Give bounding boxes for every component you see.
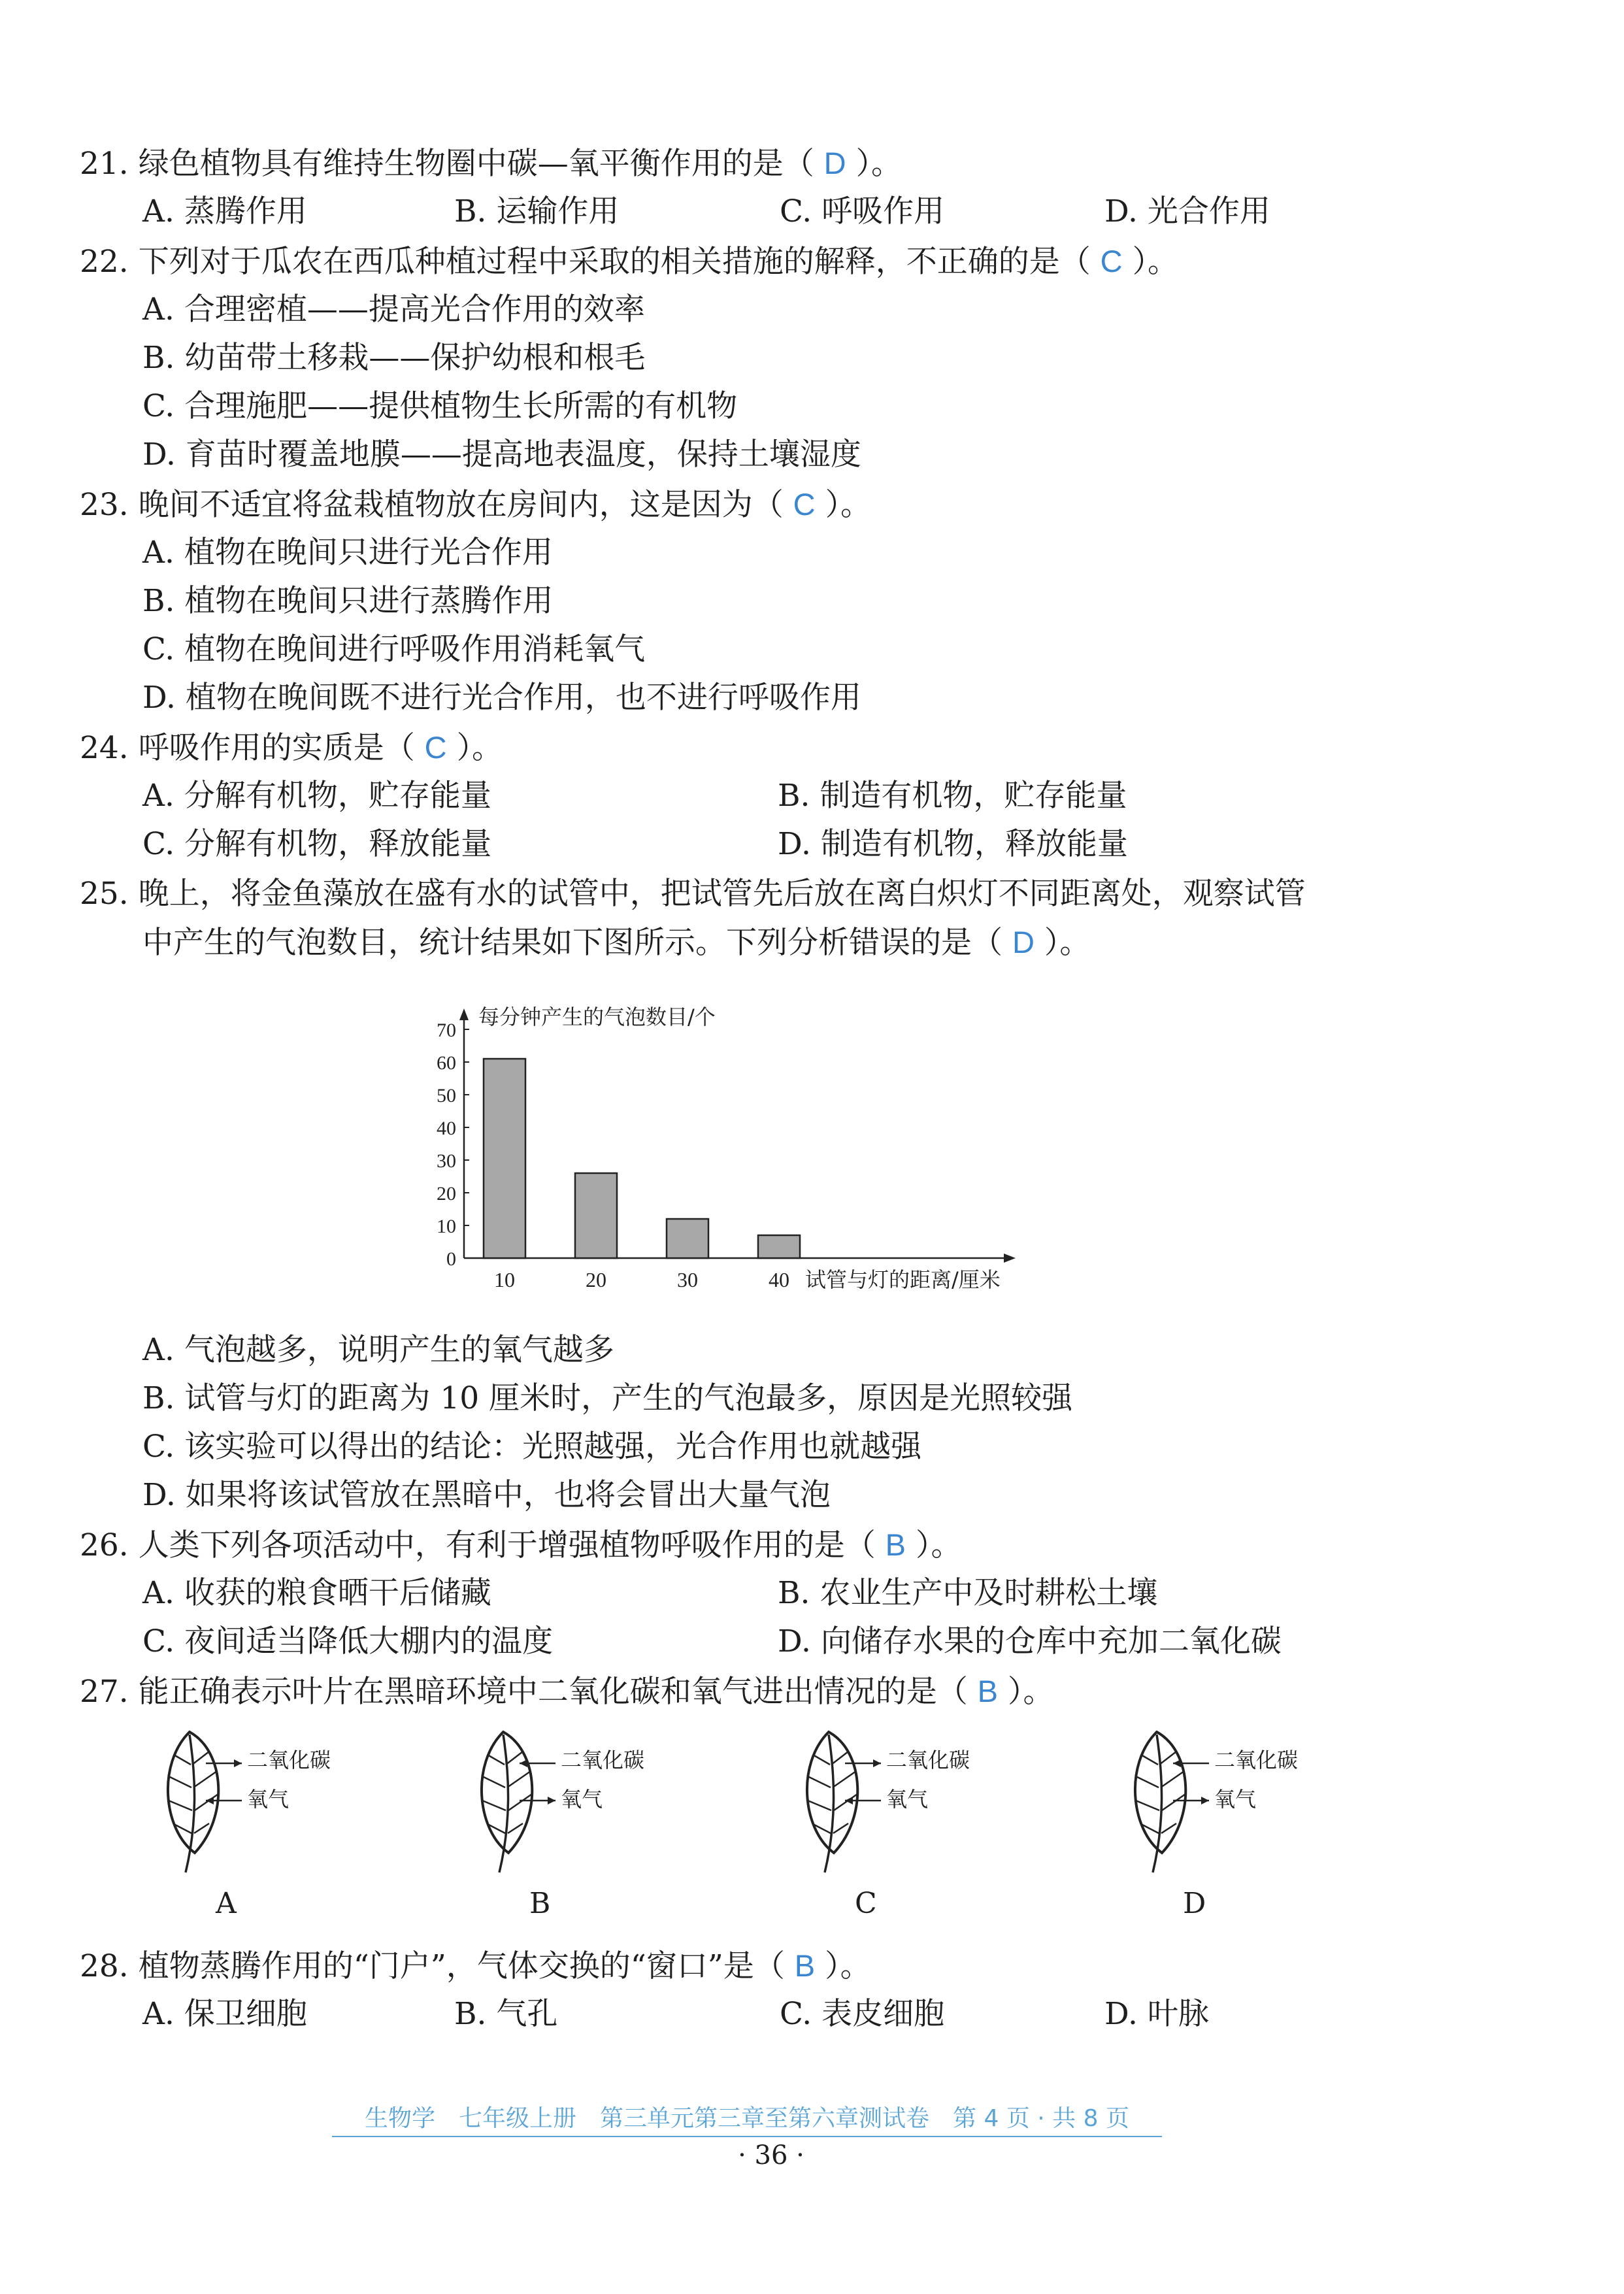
x-axis-label: 试管与灯的距离/厘米 xyxy=(805,1267,1001,1292)
question-number: 21. xyxy=(80,146,129,182)
bar-30 xyxy=(667,1219,708,1258)
question-end: ）。 xyxy=(825,487,872,523)
y-tick-label: 60 xyxy=(437,1052,456,1074)
question-25-cont xyxy=(142,923,1090,963)
option-c: C. 呼吸作用 xyxy=(780,193,945,229)
bubble-count-bar-chart xyxy=(431,977,1085,1323)
option-c: C. 植物在晚间进行呼吸作用消耗氧气 xyxy=(142,631,646,667)
option-c: C. 合理施肥——提供植物生长所需的有机物 xyxy=(142,388,738,424)
bar-20 xyxy=(575,1173,617,1258)
option-b: B. 幼苗带土移栽——保护幼根和根毛 xyxy=(142,340,646,376)
option-a: A. 气泡越多，说明产生的氧气越多 xyxy=(142,1332,614,1368)
answer-mark: B xyxy=(977,1674,999,1708)
option-d: D. 育苗时覆盖地膜——提高地表温度，保持土壤湿度 xyxy=(142,437,861,473)
question-stem: 能正确表示叶片在黑暗环境中二氧化碳和氧气进出情况的是（ xyxy=(138,1674,968,1710)
o2-label: 氧气 xyxy=(1214,1787,1257,1812)
footer-title: 生物学 七年级上册 第三单元第三章至第六章测试卷 第 4 页 · 共 8 页 xyxy=(332,2102,1162,2137)
question-26 xyxy=(80,1525,961,1565)
answer-mark: C xyxy=(793,487,816,522)
option-b: B. 制造有机物，贮存能量 xyxy=(778,778,1127,814)
answer-mark: C xyxy=(1100,244,1123,278)
o2-label: 氧气 xyxy=(561,1787,603,1812)
x-axis-arrow xyxy=(1004,1254,1016,1263)
question-end: ）。 xyxy=(855,146,903,182)
question-25 xyxy=(80,874,1306,914)
question-stem: 绿色植物具有维持生物圈中碳—氧平衡作用的是（ xyxy=(138,146,814,182)
option-a: A. 植物在晚间只进行光合作用 xyxy=(142,535,553,571)
option-d: D. 向储存水果的仓库中充加二氧化碳 xyxy=(778,1623,1282,1659)
option-a: A. 分解有机物，贮存能量 xyxy=(142,778,491,814)
answer-mark: D xyxy=(823,146,846,180)
option-d: D. 植物在晚间既不进行光合作用，也不进行呼吸作用 xyxy=(142,680,861,716)
y-tick-label: 10 xyxy=(437,1216,456,1237)
question-stem: 下列对于瓜农在西瓜种植过程中采取的相关措施的解释，不正确的是（ xyxy=(138,244,1091,280)
page-number: · 36 · xyxy=(738,2140,804,2170)
question-stem: 中产生的气泡数目，统计结果如下图所示。下列分析错误的是（ xyxy=(142,925,1003,961)
o2-label: 氧气 xyxy=(886,1787,929,1812)
answer-mark: B xyxy=(794,1948,816,1983)
leaf-diagram-a xyxy=(144,1725,405,1876)
option-b: B. 农业生产中及时耕松土壤 xyxy=(778,1575,1158,1611)
option-d: D. 叶脉 xyxy=(1104,1996,1209,2032)
question-number: 27. xyxy=(80,1674,129,1710)
co2-label: 二氧化碳 xyxy=(561,1748,645,1772)
option-c: C. 该实验可以得出的结论：光照越强，光合作用也就越强 xyxy=(142,1429,922,1465)
y-tick-label: 40 xyxy=(437,1118,456,1139)
leaf-diagram-c xyxy=(783,1725,1044,1876)
y-tick-label: 70 xyxy=(437,1020,456,1041)
co2-label: 二氧化碳 xyxy=(1214,1748,1299,1772)
question-number: 25. xyxy=(80,876,129,912)
question-end: ）。 xyxy=(1044,925,1091,961)
question-end: ）。 xyxy=(1132,244,1179,280)
y-axis-label: 每分钟产生的气泡数目/个 xyxy=(478,1005,716,1029)
y-tick-label: 20 xyxy=(437,1183,456,1205)
choice-label-d: D xyxy=(1183,1887,1206,1920)
o2-label: 氧气 xyxy=(247,1787,290,1812)
bar-10 xyxy=(484,1059,525,1258)
question-stem: 晚上，将金鱼藻放在盛有水的试管中，把试管先后放在离白炽灯不同距离处，观察试管 xyxy=(138,876,1306,912)
question-stem: 人类下列各项活动中，有利于增强植物呼吸作用的是（ xyxy=(138,1527,876,1563)
option-d: D. 光合作用 xyxy=(1104,193,1270,229)
y-axis-arrow xyxy=(459,1008,469,1020)
question-28 xyxy=(80,1946,871,1986)
choice-label-a: A xyxy=(216,1887,237,1920)
co2-label: 二氧化碳 xyxy=(247,1748,331,1772)
question-24 xyxy=(80,728,503,768)
question-end: ）。 xyxy=(915,1527,962,1563)
x-tick-label: 10 xyxy=(494,1268,515,1291)
y-tick-label: 30 xyxy=(437,1150,456,1172)
question-end: ）。 xyxy=(825,1948,871,1984)
leaf-diagram-d xyxy=(1111,1725,1372,1876)
question-stem: 呼吸作用的实质是（ xyxy=(138,730,415,766)
option-d: D. 制造有机物，释放能量 xyxy=(778,826,1128,862)
choice-label-b: B xyxy=(529,1887,551,1920)
leaf-diagram-b xyxy=(457,1725,719,1876)
bar-40 xyxy=(758,1235,800,1258)
y-tick-label: 0 xyxy=(446,1248,456,1270)
x-tick-label: 40 xyxy=(769,1268,789,1291)
x-tick-label: 30 xyxy=(677,1268,698,1291)
choice-label-c: C xyxy=(855,1887,877,1920)
option-b: B. 试管与灯的距离为 10 厘米时，产生的气泡最多，原因是光照较强 xyxy=(142,1380,1073,1416)
co2-label: 二氧化碳 xyxy=(886,1748,970,1772)
question-number: 26. xyxy=(80,1527,129,1563)
question-22 xyxy=(80,242,1178,282)
question-27 xyxy=(80,1672,1053,1712)
option-a: A. 收获的粮食晒干后储藏 xyxy=(142,1575,491,1611)
option-b: B. 植物在晚间只进行蒸腾作用 xyxy=(142,583,554,619)
question-23 xyxy=(80,485,871,525)
answer-mark: B xyxy=(885,1527,906,1562)
answer-mark: C xyxy=(424,730,447,765)
option-b: B. 运输作用 xyxy=(454,193,620,229)
option-c: C. 分解有机物，释放能量 xyxy=(142,826,492,862)
question-number: 28. xyxy=(80,1948,129,1984)
option-a: A. 合理密植——提高光合作用的效率 xyxy=(142,291,645,327)
option-c: C. 夜间适当降低大棚内的温度 xyxy=(142,1623,554,1659)
question-stem: 晚间不适宜将盆栽植物放在房间内，这是因为（ xyxy=(138,487,784,523)
question-number: 22. xyxy=(80,244,129,280)
option-a: A. 蒸腾作用 xyxy=(142,193,307,229)
option-b: B. 气孔 xyxy=(454,1996,558,2032)
option-d: D. 如果将该试管放在黑暗中，也将会冒出大量气泡 xyxy=(142,1477,831,1513)
option-a: A. 保卫细胞 xyxy=(142,1996,307,2032)
question-end: ）。 xyxy=(1007,1674,1054,1710)
x-tick-label: 20 xyxy=(586,1268,606,1291)
question-21 xyxy=(80,144,902,184)
y-tick-label: 50 xyxy=(437,1085,456,1106)
question-number: 24. xyxy=(80,730,129,766)
option-c: C. 表皮细胞 xyxy=(780,1996,945,2032)
question-number: 23. xyxy=(80,487,129,523)
answer-mark: D xyxy=(1012,925,1035,959)
question-end: ）。 xyxy=(456,730,503,766)
question-stem: 植物蒸腾作用的“门户”，气体交换的“窗口”是（ xyxy=(138,1948,785,1984)
